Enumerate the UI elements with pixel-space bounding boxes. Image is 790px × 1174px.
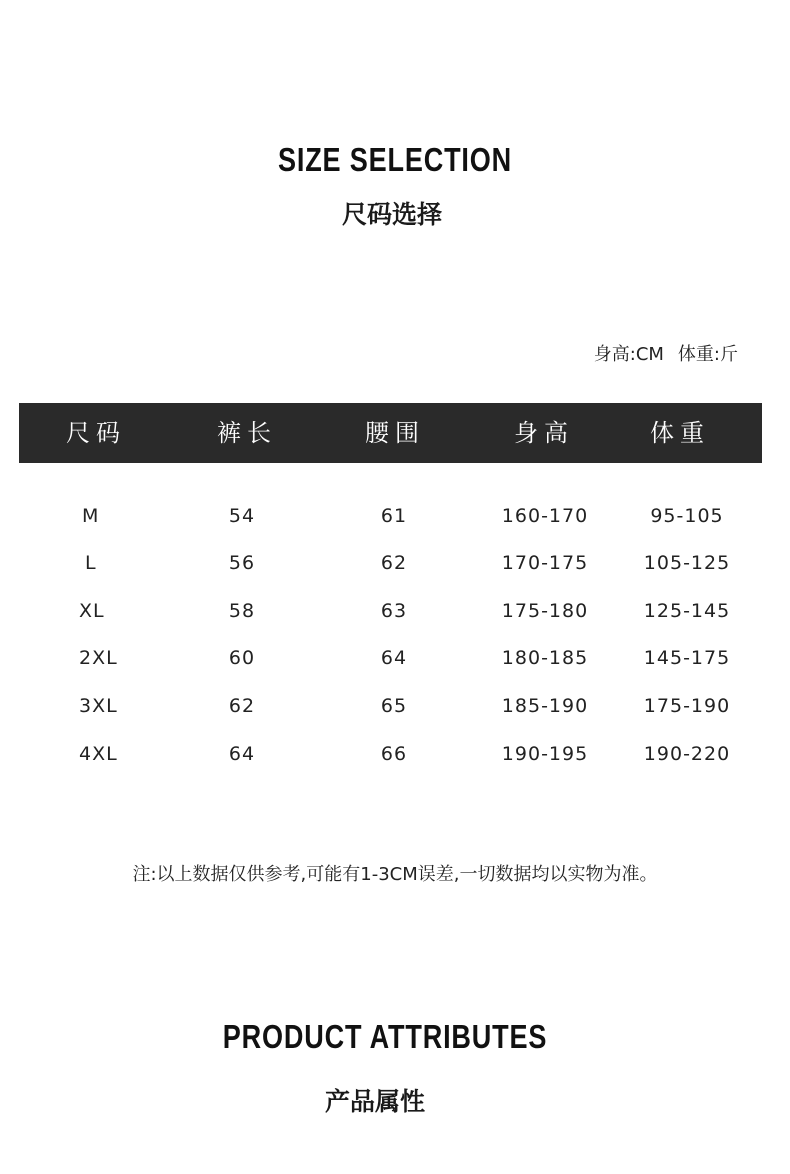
size-cell: L bbox=[85, 552, 97, 574]
table-row bbox=[0, 647, 790, 677]
waist-cell: 64 bbox=[380, 647, 408, 669]
size-cell: 4XL bbox=[79, 743, 118, 765]
weight-cell: 190-220 bbox=[643, 743, 731, 765]
size-cell: 3XL bbox=[79, 695, 118, 717]
column-header-height: 身高 bbox=[514, 419, 574, 447]
waist-cell: 65 bbox=[380, 695, 408, 717]
pants-length-cell: 56 bbox=[228, 552, 256, 574]
column-header-waist: 腰围 bbox=[365, 419, 425, 447]
height-cell: 160-170 bbox=[501, 505, 589, 527]
size-cell: M bbox=[82, 505, 100, 527]
table-row bbox=[0, 505, 790, 535]
table-row bbox=[0, 743, 790, 773]
weight-cell: 145-175 bbox=[643, 647, 731, 669]
size-cell: XL bbox=[79, 600, 105, 622]
product-attributes-subtitle: 产品属性 bbox=[324, 1087, 425, 1116]
waist-cell: 66 bbox=[380, 743, 408, 765]
measurement-note: 注:以上数据仅供参考,可能有1-3CM误差,一切数据均以实物为准。 bbox=[132, 864, 658, 885]
size-selection-title: SIZE SELECTION bbox=[277, 141, 513, 178]
weight-cell: 105-125 bbox=[643, 552, 731, 574]
height-cell: 175-180 bbox=[501, 600, 589, 622]
waist-cell: 61 bbox=[380, 505, 408, 527]
pants-length-cell: 64 bbox=[228, 743, 256, 765]
units-legend bbox=[594, 340, 738, 366]
pants-length-cell: 58 bbox=[228, 600, 256, 622]
product-attributes-title: PRODUCT ATTRIBUTES bbox=[222, 1018, 548, 1055]
weight-cell: 175-190 bbox=[643, 695, 731, 717]
column-header-pants-length: 裤长 bbox=[217, 419, 277, 447]
size-table-header bbox=[19, 403, 762, 463]
waist-cell: 62 bbox=[380, 552, 408, 574]
column-header-size: 尺码 bbox=[66, 419, 126, 447]
size-selection-subtitle: 尺码选择 bbox=[341, 200, 442, 229]
height-cell: 180-185 bbox=[501, 647, 589, 669]
pants-length-cell: 60 bbox=[228, 647, 256, 669]
weight-cell: 95-105 bbox=[650, 505, 724, 527]
size-cell: 2XL bbox=[79, 647, 118, 669]
height-unit: 身高:CM bbox=[593, 344, 664, 365]
height-cell: 185-190 bbox=[501, 695, 589, 717]
column-header-weight: 体重 bbox=[650, 419, 710, 447]
waist-cell: 63 bbox=[380, 600, 408, 622]
weight-unit: 体重:斤 bbox=[677, 344, 738, 365]
pants-length-cell: 62 bbox=[228, 695, 256, 717]
pants-length-cell: 54 bbox=[228, 505, 256, 527]
table-row bbox=[0, 695, 790, 725]
table-row bbox=[0, 600, 790, 630]
height-cell: 170-175 bbox=[501, 552, 589, 574]
weight-cell: 125-145 bbox=[643, 600, 731, 622]
height-cell: 190-195 bbox=[501, 743, 589, 765]
table-row bbox=[0, 552, 790, 582]
